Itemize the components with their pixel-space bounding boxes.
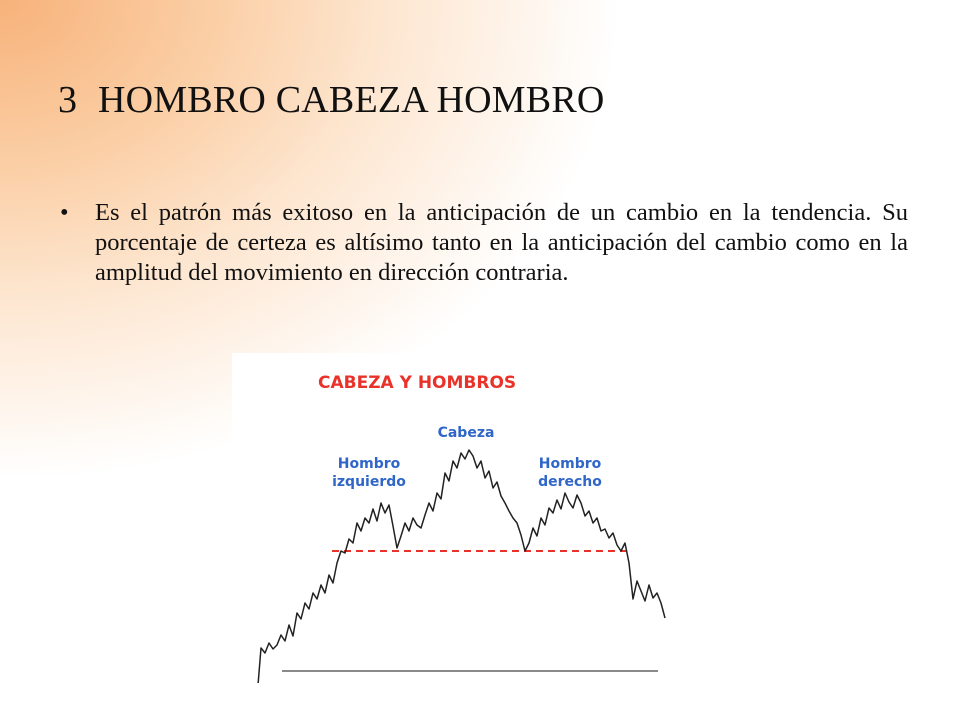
bullet-paragraph [60, 198, 908, 288]
label-right-shoulder-line2: derecho [538, 474, 602, 490]
head-and-shoulders-figure [232, 353, 684, 683]
price-line [258, 450, 665, 683]
label-left-shoulder-line1: Hombro [337, 456, 401, 472]
label-right-shoulder-line1: Hombro [538, 456, 602, 472]
slide-title [58, 78, 605, 122]
bullet-text: Es el patrón más exitoso en la anticipación de un cambio en la tendencia. Su porcentaje de certeza es altísimo tanto en la anticipación del cambio como en la amplitud del movimiento en dirección contraria. [95, 199, 908, 286]
label-head: Cabeza [437, 425, 495, 441]
figure-title: CABEZA Y HOMBROS [318, 373, 517, 393]
label-left-shoulder-line2: izquierdo [332, 474, 406, 490]
bullet-marker: • [60, 199, 69, 226]
figure-svg [232, 353, 684, 683]
title-number: 3 [58, 79, 78, 121]
title-text: HOMBRO CABEZA HOMBRO [98, 79, 605, 121]
